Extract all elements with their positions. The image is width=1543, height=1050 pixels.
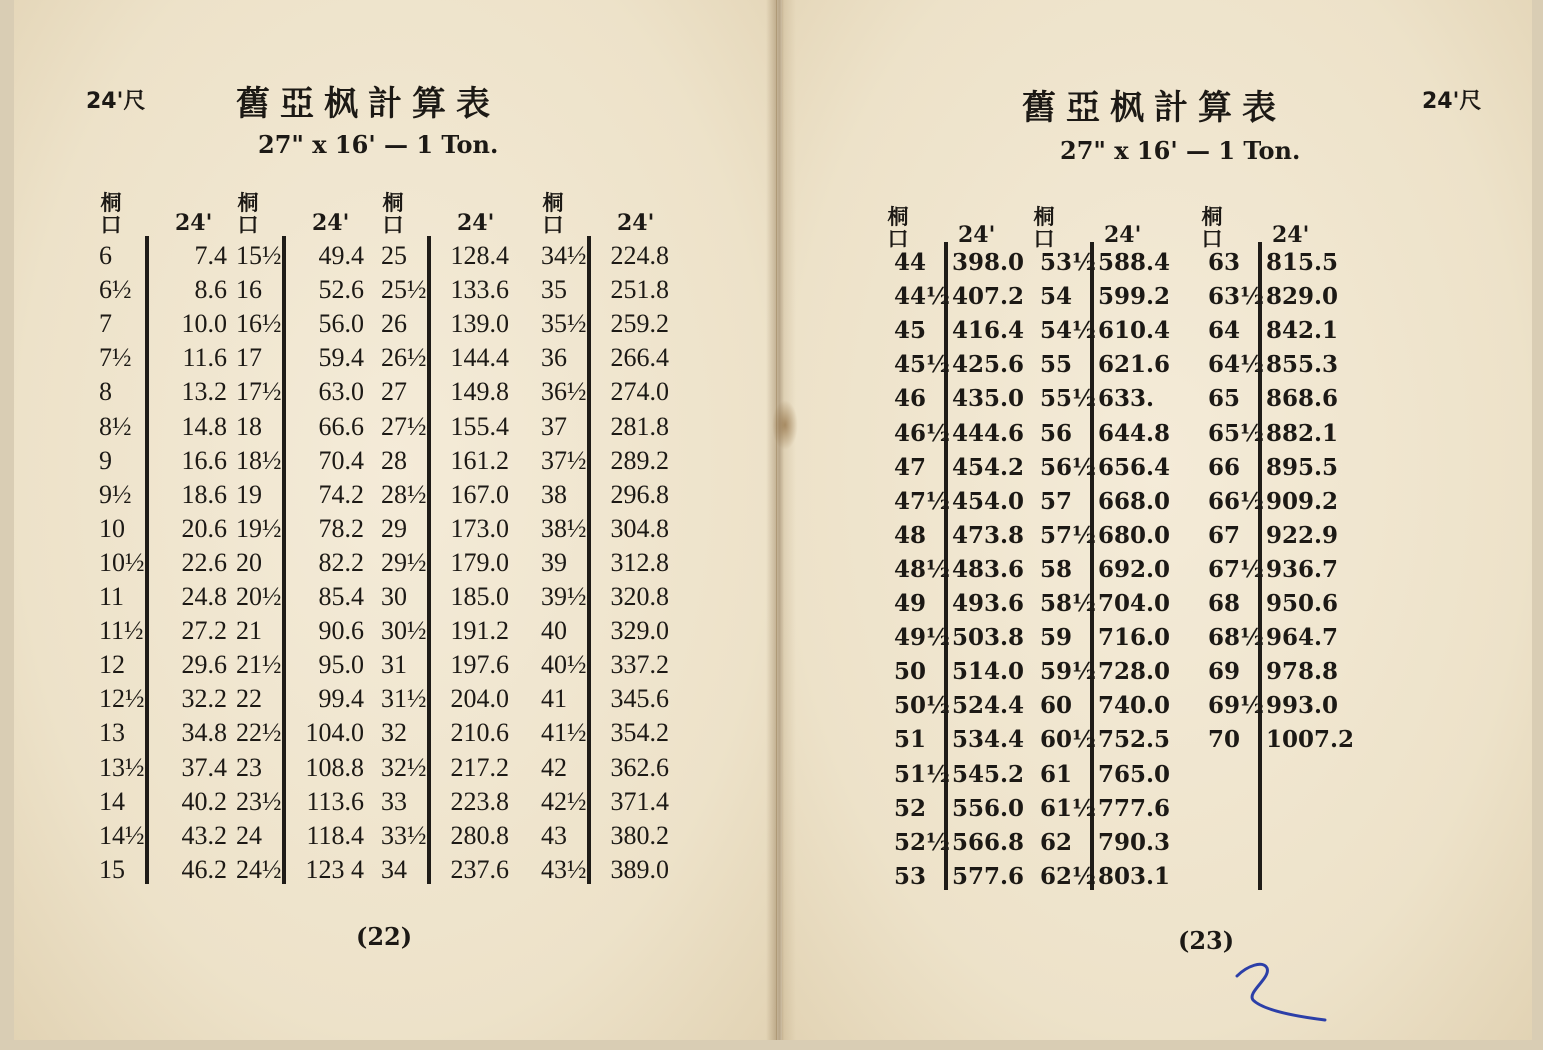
column-header-value: 24' xyxy=(457,210,495,236)
table-value-cell: 895.5 xyxy=(1266,453,1339,481)
table-key-cell: 48½ xyxy=(894,555,950,583)
table-value-cell: 40.2 xyxy=(181,786,227,816)
table-key-cell: 47½ xyxy=(894,487,950,515)
table-key-cell: 24 xyxy=(236,820,262,850)
table-key-cell: 6½ xyxy=(99,275,132,305)
column-header-key: 桐口 xyxy=(237,191,259,237)
table-value-cell: 266.4 xyxy=(610,343,669,373)
table-key-cell: 46½ xyxy=(894,419,950,447)
table-key-cell: 16 xyxy=(236,275,262,305)
table-value-cell: 566.8 xyxy=(952,828,1025,856)
table-key-cell: 56½ xyxy=(1040,453,1096,481)
table-key-cell: 61 xyxy=(1040,760,1073,788)
table-key-cell: 46 xyxy=(894,385,927,413)
table-key-cell: 57½ xyxy=(1040,521,1096,549)
table-value-cell: 815.5 xyxy=(1266,249,1339,276)
table-key-cell: 59 xyxy=(1040,624,1073,652)
table-key-cell: 22½ xyxy=(236,718,282,748)
table-value-cell: 454.0 xyxy=(952,487,1025,515)
table-key-cell: 39 xyxy=(541,547,567,577)
table-value-cell: 380.2 xyxy=(610,820,669,850)
right-page xyxy=(782,0,1532,1040)
table-value-cell: 95.0 xyxy=(318,650,364,680)
table-key-cell: 10½ xyxy=(99,547,145,577)
table-key-cell: 13 xyxy=(99,718,125,748)
table-value-cell: 621.6 xyxy=(1098,351,1171,379)
table-key-cell: 32½ xyxy=(381,752,427,782)
table-key-cell: 60½ xyxy=(1040,726,1096,754)
table-key-cell: 52½ xyxy=(894,828,950,856)
table-key-cell: 50 xyxy=(894,658,927,686)
pen-mark-drawing xyxy=(1233,958,1333,1028)
table-value-cell: 20.6 xyxy=(181,513,227,543)
table-key-cell: 11½ xyxy=(99,616,144,646)
table-value-cell: 34.8 xyxy=(181,718,227,748)
table-key-cell: 28 xyxy=(381,445,407,475)
table-key-cell: 6 xyxy=(99,241,112,270)
table-key-cell: 35½ xyxy=(541,309,587,339)
table-value-cell: 10.0 xyxy=(181,309,227,339)
table-value-cell: 803.1 xyxy=(1098,862,1171,890)
table-key-cell: 9 xyxy=(99,445,112,475)
table-key-cell: 36½ xyxy=(541,377,587,407)
table-key-cell: 33½ xyxy=(381,820,427,850)
table-value-cell: 7.4 xyxy=(194,241,227,270)
table-key-cell: 47 xyxy=(894,453,927,481)
table-value-cell: 577.6 xyxy=(952,862,1025,890)
table-value-cell: 829.0 xyxy=(1266,283,1339,311)
table-key-cell: 37½ xyxy=(541,445,587,475)
table-value-cell: 14.8 xyxy=(181,411,227,441)
table-key-cell: 27 xyxy=(381,377,407,407)
table-value-cell: 1007.2 xyxy=(1266,726,1355,754)
table-key-cell: 67 xyxy=(1208,521,1241,549)
table-key-cell: 48 xyxy=(894,521,927,549)
table-value-cell: 179.0 xyxy=(450,547,509,577)
table-value-cell: 483.6 xyxy=(952,555,1025,583)
table-value-cell: 52.6 xyxy=(318,275,364,305)
table-value-cell: 922.9 xyxy=(1266,521,1339,549)
table-key-cell: 23½ xyxy=(236,786,282,816)
table-value-cell: 217.2 xyxy=(450,752,509,782)
table-key-cell: 42 xyxy=(541,752,567,782)
table-key-cell: 29 xyxy=(381,513,407,543)
table-key-cell: 64 xyxy=(1208,317,1241,345)
table-key-cell: 27½ xyxy=(381,411,427,441)
table-value-cell: 329.0 xyxy=(610,616,669,646)
corner-label: 24'尺 xyxy=(86,89,146,114)
table-key-cell: 37 xyxy=(541,411,567,441)
table-key-cell: 43½ xyxy=(541,854,587,884)
table-key-cell: 55½ xyxy=(1040,385,1096,413)
table-value-cell: 588.4 xyxy=(1098,249,1171,276)
table-key-cell: 65 xyxy=(1208,385,1241,413)
table-value-cell: 185.0 xyxy=(450,582,509,611)
table-key-cell: 67½ xyxy=(1208,555,1264,583)
table-value-cell: 66.6 xyxy=(318,411,364,441)
table-value-cell: 534.4 xyxy=(952,726,1025,754)
table-value-cell: 191.2 xyxy=(450,616,509,646)
table-value-cell: 416.4 xyxy=(952,317,1025,345)
table-value-cell: 289.2 xyxy=(610,445,669,475)
table-value-cell: 274.0 xyxy=(610,377,669,407)
table-key-cell: 45½ xyxy=(894,351,950,379)
table-key-cell: 19½ xyxy=(236,513,282,543)
table-key-cell: 31 xyxy=(381,650,407,680)
table-value-cell: 281.8 xyxy=(610,411,669,441)
table-value-cell: 74.2 xyxy=(318,479,364,509)
table-key-cell: 34 xyxy=(381,854,407,884)
table-value-cell: 18.6 xyxy=(181,479,227,509)
table-value-cell: 149.8 xyxy=(450,377,509,407)
table-value-cell: 473.8 xyxy=(952,521,1025,549)
table-key-cell: 69 xyxy=(1208,658,1241,686)
table-value-cell: 108.8 xyxy=(305,752,364,782)
left-page xyxy=(14,0,777,1040)
table-key-cell: 53½ xyxy=(1040,249,1096,276)
table-key-cell: 13½ xyxy=(99,752,145,782)
table-value-cell: 777.6 xyxy=(1098,794,1171,822)
table-value-cell: 128.4 xyxy=(450,241,509,270)
book-gutter xyxy=(766,0,796,1040)
table-key-cell: 49½ xyxy=(894,624,950,652)
table-value-cell: 90.6 xyxy=(318,616,364,646)
table-key-cell: 54 xyxy=(1040,283,1073,311)
table-key-cell: 14 xyxy=(99,786,125,816)
table-value-cell: 27.2 xyxy=(181,616,227,646)
table-key-cell: 11 xyxy=(99,582,125,611)
table-value-cell: 113.6 xyxy=(306,786,364,816)
table-value-cell: 524.4 xyxy=(952,692,1025,720)
table-key-cell: 7½ xyxy=(99,343,132,373)
table-value-cell: 259.2 xyxy=(610,309,669,339)
table-value-cell: 123 4 xyxy=(305,854,364,884)
table-key-cell: 68½ xyxy=(1208,624,1264,652)
table-value-cell: 389.0 xyxy=(610,854,669,884)
table-value-cell: 993.0 xyxy=(1266,692,1339,720)
table-key-cell: 66½ xyxy=(1208,487,1264,515)
table-key-cell: 53 xyxy=(894,862,927,890)
table-value-cell: 320.8 xyxy=(610,582,669,611)
table-key-cell: 59½ xyxy=(1040,658,1096,686)
table-key-cell: 25 xyxy=(381,241,407,270)
table-value-cell: 978.8 xyxy=(1266,658,1339,686)
table-value-cell: 842.1 xyxy=(1266,317,1339,345)
table-value-cell: 435.0 xyxy=(952,385,1025,413)
column-rule xyxy=(427,236,431,884)
table-value-cell: 280.8 xyxy=(450,820,509,850)
table-value-cell: 514.0 xyxy=(952,658,1025,686)
table-key-cell: 50½ xyxy=(894,692,950,720)
table-key-cell: 61½ xyxy=(1040,794,1096,822)
table-value-cell: 909.2 xyxy=(1266,487,1339,515)
table-key-cell: 51½ xyxy=(894,760,950,788)
table-value-cell: 46.2 xyxy=(181,854,227,884)
table-key-cell: 40 xyxy=(541,616,567,646)
table-key-cell: 42½ xyxy=(541,786,587,816)
open-book xyxy=(14,0,1532,1040)
table-value-cell: 752.5 xyxy=(1098,726,1171,754)
table-value-cell: 224.8 xyxy=(610,241,669,270)
table-value-cell: 32.2 xyxy=(181,684,227,714)
page-subtitle: 27" x 16' — 1 Ton. xyxy=(1060,136,1301,165)
table-value-cell: 173.0 xyxy=(450,513,509,543)
table-key-cell: 62½ xyxy=(1040,862,1096,890)
table-value-cell: 656.4 xyxy=(1098,453,1171,481)
column-header-key: 桐口 xyxy=(100,191,122,237)
table-value-cell: 407.2 xyxy=(952,283,1025,311)
table-value-cell: 704.0 xyxy=(1098,590,1171,617)
table-value-cell: 545.2 xyxy=(952,760,1025,788)
column-header-key: 桐口 xyxy=(887,205,909,251)
table-value-cell: 70.4 xyxy=(318,445,364,475)
table-value-cell: 454.2 xyxy=(952,453,1025,481)
table-key-cell: 69½ xyxy=(1208,692,1264,720)
table-key-cell: 68 xyxy=(1208,590,1241,617)
table-key-cell: 63 xyxy=(1208,249,1241,276)
page-number: (22) xyxy=(356,922,413,951)
table-value-cell: 936.7 xyxy=(1266,555,1339,583)
column-header-key: 桐口 xyxy=(1033,205,1055,251)
table-key-cell: 41 xyxy=(541,684,567,714)
table-key-cell: 29½ xyxy=(381,547,427,577)
table-value-cell: 13.2 xyxy=(181,377,227,407)
table-key-cell: 17 xyxy=(236,343,262,373)
column-header-value: 24' xyxy=(175,210,213,236)
table-value-cell: 493.6 xyxy=(952,590,1025,617)
table-value-cell: 337.2 xyxy=(610,650,669,680)
table-value-cell: 728.0 xyxy=(1098,658,1171,686)
table-key-cell: 38½ xyxy=(541,513,587,543)
table-value-cell: 716.0 xyxy=(1098,624,1171,652)
table-key-cell: 34½ xyxy=(541,241,587,270)
table-key-cell: 41½ xyxy=(541,718,587,748)
table-value-cell: 8.6 xyxy=(194,275,227,305)
table-value-cell: 49.4 xyxy=(318,241,364,270)
table-key-cell: 21½ xyxy=(236,650,282,680)
table-key-cell: 30½ xyxy=(381,616,427,646)
table-key-cell: 18½ xyxy=(236,445,282,475)
table-key-cell: 7 xyxy=(99,309,112,339)
table-value-cell: 444.6 xyxy=(952,419,1025,447)
table-value-cell: 668.0 xyxy=(1098,487,1171,515)
table-value-cell: 740.0 xyxy=(1098,692,1171,720)
table-key-cell: 66 xyxy=(1208,453,1241,481)
table-key-cell: 60 xyxy=(1040,692,1073,720)
table-value-cell: 63.0 xyxy=(318,377,364,407)
column-header-key: 桐口 xyxy=(542,191,564,237)
column-header-value: 24' xyxy=(958,222,996,248)
table-value-cell: 296.8 xyxy=(610,479,669,509)
corner-label: 24'尺 xyxy=(1422,89,1482,114)
table-value-cell: 237.6 xyxy=(450,854,509,884)
table-key-cell: 19 xyxy=(236,479,262,509)
column-rule xyxy=(145,236,149,884)
table-value-cell: 790.3 xyxy=(1098,828,1171,856)
table-key-cell: 35 xyxy=(541,275,567,305)
table-key-cell: 15 xyxy=(99,854,125,884)
table-key-cell: 31½ xyxy=(381,684,427,714)
table-key-cell: 25½ xyxy=(381,275,427,305)
table-key-cell: 40½ xyxy=(541,650,587,680)
table-key-cell: 20½ xyxy=(236,582,282,611)
table-value-cell: 16.6 xyxy=(181,445,227,475)
table-key-cell: 23 xyxy=(236,752,262,782)
table-value-cell: 204.0 xyxy=(450,684,509,714)
table-value-cell: 371.4 xyxy=(610,786,669,816)
column-header-value: 24' xyxy=(617,210,655,236)
table-value-cell: 11.6 xyxy=(182,343,227,373)
table-value-cell: 312.8 xyxy=(610,547,669,577)
table-value-cell: 85.4 xyxy=(318,582,364,611)
table-key-cell: 36 xyxy=(541,343,567,373)
table-value-cell: 161.2 xyxy=(450,445,509,475)
table-value-cell: 167.0 xyxy=(450,479,509,509)
table-key-cell: 54½ xyxy=(1040,317,1096,345)
column-header-value: 24' xyxy=(1104,222,1142,248)
table-key-cell: 45 xyxy=(894,317,927,345)
table-value-cell: 692.0 xyxy=(1098,555,1171,583)
table-value-cell: 868.6 xyxy=(1266,385,1339,413)
table-value-cell: 56.0 xyxy=(318,309,364,339)
table-value-cell: 251.8 xyxy=(610,275,669,305)
table-value-cell: 29.6 xyxy=(181,650,227,680)
table-value-cell: 964.7 xyxy=(1266,624,1339,652)
table-key-cell: 30 xyxy=(381,582,407,611)
table-value-cell: 22.6 xyxy=(181,547,227,577)
page-number: (23) xyxy=(1178,926,1235,955)
column-header-key: 桐口 xyxy=(382,191,404,237)
table-value-cell: 599.2 xyxy=(1098,283,1171,311)
page-title: 舊亞枫計算表 xyxy=(236,84,500,124)
table-value-cell: 633. xyxy=(1098,385,1155,413)
column-header-key: 桐口 xyxy=(1201,205,1223,251)
table-key-cell: 65½ xyxy=(1208,419,1264,447)
table-key-cell: 64½ xyxy=(1208,351,1264,379)
table-key-cell: 57 xyxy=(1040,487,1073,515)
table-key-cell: 56 xyxy=(1040,419,1073,447)
table-key-cell: 21 xyxy=(236,616,262,646)
table-key-cell: 14½ xyxy=(99,820,145,850)
table-key-cell: 9½ xyxy=(99,479,132,509)
table-key-cell: 28½ xyxy=(381,479,427,509)
table-value-cell: 37.4 xyxy=(181,752,227,782)
table-key-cell: 58½ xyxy=(1040,590,1096,617)
table-value-cell: 354.2 xyxy=(610,718,669,748)
table-value-cell: 950.6 xyxy=(1266,590,1339,617)
table-key-cell: 26 xyxy=(381,309,407,339)
table-key-cell: 44½ xyxy=(894,283,950,311)
table-value-cell: 82.2 xyxy=(318,547,364,577)
table-key-cell: 17½ xyxy=(236,377,282,407)
table-key-cell: 24½ xyxy=(236,854,282,884)
table-value-cell: 855.3 xyxy=(1266,351,1339,379)
table-value-cell: 345.6 xyxy=(610,684,669,714)
table-key-cell: 49 xyxy=(894,590,927,617)
table-key-cell: 70 xyxy=(1208,726,1241,754)
column-header-value: 24' xyxy=(1272,222,1310,248)
table-key-cell: 38 xyxy=(541,479,567,509)
table-value-cell: 133.6 xyxy=(450,275,509,305)
table-key-cell: 52 xyxy=(894,794,927,822)
table-value-cell: 556.0 xyxy=(952,794,1025,822)
table-value-cell: 425.6 xyxy=(952,351,1025,379)
table-value-cell: 104.0 xyxy=(305,718,364,748)
table-key-cell: 58 xyxy=(1040,555,1073,583)
table-value-cell: 99.4 xyxy=(318,684,364,714)
table-value-cell: 503.8 xyxy=(952,624,1025,652)
table-value-cell: 765.0 xyxy=(1098,760,1171,788)
table-key-cell: 16½ xyxy=(236,309,282,339)
table-key-cell: 62 xyxy=(1040,828,1073,856)
table-key-cell: 39½ xyxy=(541,582,587,611)
table-value-cell: 610.4 xyxy=(1098,317,1171,345)
page-subtitle: 27" x 16' — 1 Ton. xyxy=(258,130,499,159)
table-value-cell: 118.4 xyxy=(306,820,364,850)
table-key-cell: 44 xyxy=(894,249,927,276)
table-value-cell: 223.8 xyxy=(450,786,509,816)
table-value-cell: 144.4 xyxy=(450,343,509,373)
table-value-cell: 882.1 xyxy=(1266,419,1339,447)
table-value-cell: 304.8 xyxy=(610,513,669,543)
column-rule xyxy=(282,236,286,884)
table-key-cell: 33 xyxy=(381,786,407,816)
table-value-cell: 43.2 xyxy=(181,820,227,850)
table-key-cell: 20 xyxy=(236,547,262,577)
table-value-cell: 362.6 xyxy=(610,752,669,782)
table-key-cell: 55 xyxy=(1040,351,1073,379)
table-value-cell: 197.6 xyxy=(450,650,509,680)
table-value-cell: 24.8 xyxy=(181,582,227,611)
table-key-cell: 8 xyxy=(99,377,112,407)
table-value-cell: 139.0 xyxy=(450,309,509,339)
column-rule xyxy=(587,236,591,884)
table-key-cell: 8½ xyxy=(99,411,132,441)
table-key-cell: 12½ xyxy=(99,684,145,714)
table-value-cell: 59.4 xyxy=(318,343,364,373)
table-value-cell: 210.6 xyxy=(450,718,509,748)
table-key-cell: 26½ xyxy=(381,343,427,373)
table-key-cell: 15½ xyxy=(236,241,282,270)
table-key-cell: 32 xyxy=(381,718,407,748)
page-title: 舊亞枫計算表 xyxy=(1022,88,1286,128)
table-key-cell: 10 xyxy=(99,513,125,543)
table-value-cell: 680.0 xyxy=(1098,521,1171,549)
table-value-cell: 78.2 xyxy=(318,513,364,543)
table-value-cell: 644.8 xyxy=(1098,419,1171,447)
paper-stain xyxy=(772,400,798,450)
table-value-cell: 398.0 xyxy=(952,249,1025,276)
table-key-cell: 43 xyxy=(541,820,567,850)
table-key-cell: 18 xyxy=(236,411,262,441)
table-key-cell: 51 xyxy=(894,726,927,754)
table-key-cell: 12 xyxy=(99,650,125,680)
table-key-cell: 63½ xyxy=(1208,283,1264,311)
column-header-value: 24' xyxy=(312,210,350,236)
table-value-cell: 155.4 xyxy=(450,411,509,441)
table-key-cell: 22 xyxy=(236,684,262,714)
